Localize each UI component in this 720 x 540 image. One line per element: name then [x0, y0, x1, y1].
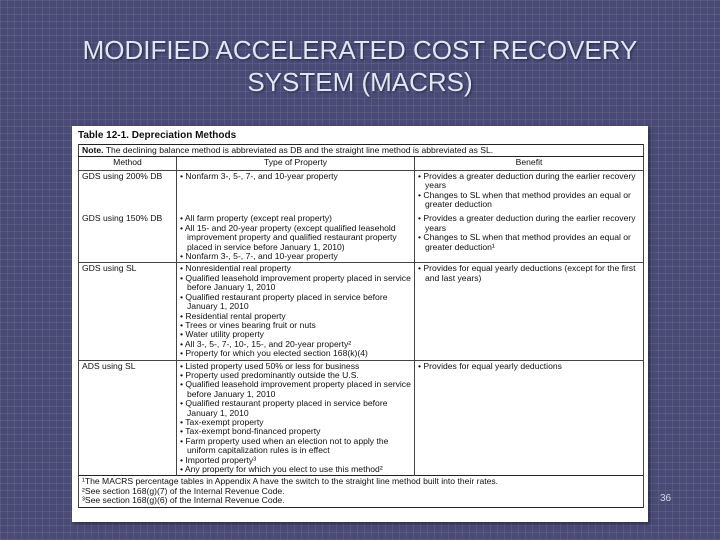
bullet-icon: •	[180, 213, 185, 224]
bullet-icon: •	[180, 272, 186, 283]
column-header-benefit: Benefit	[415, 157, 644, 170]
property-bullet-text: Property for which you elected section 168(k)(4)	[185, 348, 368, 359]
property-bullet-text: Nonresidential real property	[185, 263, 291, 274]
bullet-icon: •	[180, 454, 186, 465]
bullet-icon: •	[180, 263, 186, 274]
property-bullet-text: Imported property³	[185, 454, 257, 465]
table-caption-title: Depreciation Methods	[131, 130, 237, 141]
property-bullet-text: Property used predominantly outside the U.S.	[185, 369, 359, 380]
bullet-icon: •	[180, 329, 186, 340]
property-cell	[177, 170, 415, 210]
method-cell: ADS using SL	[79, 360, 177, 476]
benefit-cell	[415, 360, 644, 476]
bullet-icon: •	[180, 464, 185, 474]
property-bullet-text: Qualified restaurant property placed in service before January 1, 2010	[185, 398, 388, 418]
bullet-icon: •	[180, 291, 186, 302]
property-bullet	[180, 349, 411, 358]
bullet-icon: •	[180, 348, 186, 359]
benefit-bullet-text: Changes to SL when that method provides an equal or greater deduction	[423, 189, 631, 210]
property-bullet-text: Qualified leasehold improvement property placed in service before January 1, 2010	[185, 379, 411, 399]
bullet-icon: •	[180, 251, 186, 262]
table-row	[79, 170, 644, 210]
property-bullet-text: Qualified restaurant property placed in service before January 1, 2010	[185, 291, 388, 312]
column-header-type-of-property: Type of Property	[177, 157, 415, 170]
property-bullet-text: Nonfarm 3-, 5-, 7-, and 10-year property	[185, 170, 338, 181]
method-cell: GDS using SL	[79, 263, 177, 360]
property-bullet-text: Listed property used 50% or less for business	[185, 360, 360, 371]
benefit-bullet	[418, 233, 640, 252]
bullet-icon: •	[180, 379, 186, 390]
property-bullet-text: All 15- and 20-year property (except qualified leasehold improvement property and qualified restaurant property placed in service before January 1, 2010)	[184, 222, 397, 252]
benefit-bullet	[418, 172, 640, 191]
table-note-text: The declining balance method is abbreviated as DB and the straight line method is abbreviated as SL.	[105, 145, 494, 155]
property-bullet-text: Any property for which you elect to use this method²	[184, 464, 383, 474]
benefit-bullet-text: Provides a greater deduction during the earlier recovery years	[423, 213, 636, 233]
bullet-icon: •	[180, 310, 186, 321]
benefit-cell	[415, 210, 644, 263]
property-bullet-text: Farm property used when an election not to apply the uniform capitalization rules is in effect	[185, 435, 389, 456]
benefit-bullet-text: Changes to SL when that method provides an equal or greater deduction¹	[423, 232, 631, 252]
benefit-bullet-text: Provides a greater deduction during the earlier recovery years	[423, 170, 636, 191]
property-bullet	[180, 274, 411, 293]
bullet-icon: •	[180, 170, 186, 181]
property-bullet	[180, 380, 411, 399]
table-image	[72, 126, 648, 522]
property-bullet-text: Qualified leasehold improvement property placed in service before January 1, 2010	[185, 272, 411, 293]
property-bullet-text: Water utility property	[185, 329, 264, 340]
bullet-icon: •	[180, 338, 185, 349]
property-bullet-text: Trees or vines bearing fruit or nuts	[185, 319, 316, 330]
slide-title	[0, 34, 720, 98]
bullet-icon: •	[418, 189, 424, 200]
property-cell	[177, 263, 415, 360]
footnote: ³See section 168(g)(6) of the Internal Revenue Code.	[82, 495, 285, 506]
bullet-icon: •	[418, 360, 424, 371]
table-footnotes	[79, 476, 644, 507]
bullet-icon: •	[180, 416, 186, 427]
property-cell	[177, 210, 415, 263]
property-cell	[177, 360, 415, 476]
property-bullet	[180, 252, 411, 261]
property-bullet-text: Nonfarm 3-, 5-, 7-, and 10-year property	[185, 251, 338, 262]
table-note	[79, 145, 644, 157]
property-bullet	[180, 293, 411, 312]
property-bullet	[180, 437, 411, 456]
depreciation-methods-table	[78, 144, 644, 508]
footnote: ²See section 168(g)(7) of the Internal Revenue Code.	[82, 485, 285, 496]
footnote: ¹The MACRS percentage tables in Appendix A have the switch to the straight line method built into their rates.	[82, 476, 499, 487]
property-bullet	[180, 224, 411, 252]
page-number: 36	[660, 493, 672, 504]
property-bullet-text: All 3-, 5-, 7-, 10-, 15-, and 20-year property²	[184, 338, 352, 349]
property-bullet	[180, 465, 411, 474]
bullet-icon: •	[418, 263, 424, 274]
benefit-bullet	[418, 362, 640, 371]
method-cell: GDS using 150% DB	[79, 210, 177, 263]
property-bullet-text: Residential rental property	[185, 310, 286, 321]
table-row	[79, 360, 644, 476]
benefit-bullet	[418, 264, 640, 283]
benefit-cell	[415, 170, 644, 210]
table-note-label: Note.	[82, 145, 104, 155]
slide-title-line-2: SYSTEM (MACRS)	[247, 67, 473, 97]
bullet-icon: •	[418, 213, 424, 224]
benefit-bullet-text: Provides for equal yearly deductions	[423, 360, 562, 371]
table-body	[79, 170, 644, 476]
bullet-icon: •	[180, 222, 185, 233]
property-bullet-text: Tax-exempt bond-financed property	[185, 426, 321, 437]
bullet-icon: •	[418, 232, 424, 243]
table-caption-label: Table 12-1.	[78, 130, 129, 141]
benefit-bullet	[418, 214, 640, 233]
benefit-cell	[415, 263, 644, 360]
property-bullet-text: Tax-exempt property	[185, 416, 264, 427]
bullet-icon: •	[180, 369, 186, 380]
benefit-bullet-text: Provides for equal yearly deductions (except for the first and last years)	[423, 263, 636, 283]
property-bullet-text: All farm property (except real property)	[184, 213, 333, 224]
property-bullet	[180, 399, 411, 418]
table-row	[79, 263, 644, 360]
bullet-icon: •	[180, 398, 186, 409]
table-row	[79, 210, 644, 263]
property-bullet	[180, 172, 411, 181]
method-cell: GDS using 200% DB	[79, 170, 177, 210]
bullet-icon: •	[180, 360, 186, 371]
bullet-icon: •	[180, 319, 186, 330]
benefit-bullet	[418, 191, 640, 210]
bullet-icon: •	[180, 426, 186, 437]
bullet-icon: •	[180, 435, 186, 446]
table-caption	[78, 129, 642, 142]
column-header-method: Method	[79, 157, 177, 170]
slide-title-line-1: MODIFIED ACCELERATED COST RECOVERY	[82, 35, 638, 65]
bullet-icon: •	[418, 170, 424, 181]
